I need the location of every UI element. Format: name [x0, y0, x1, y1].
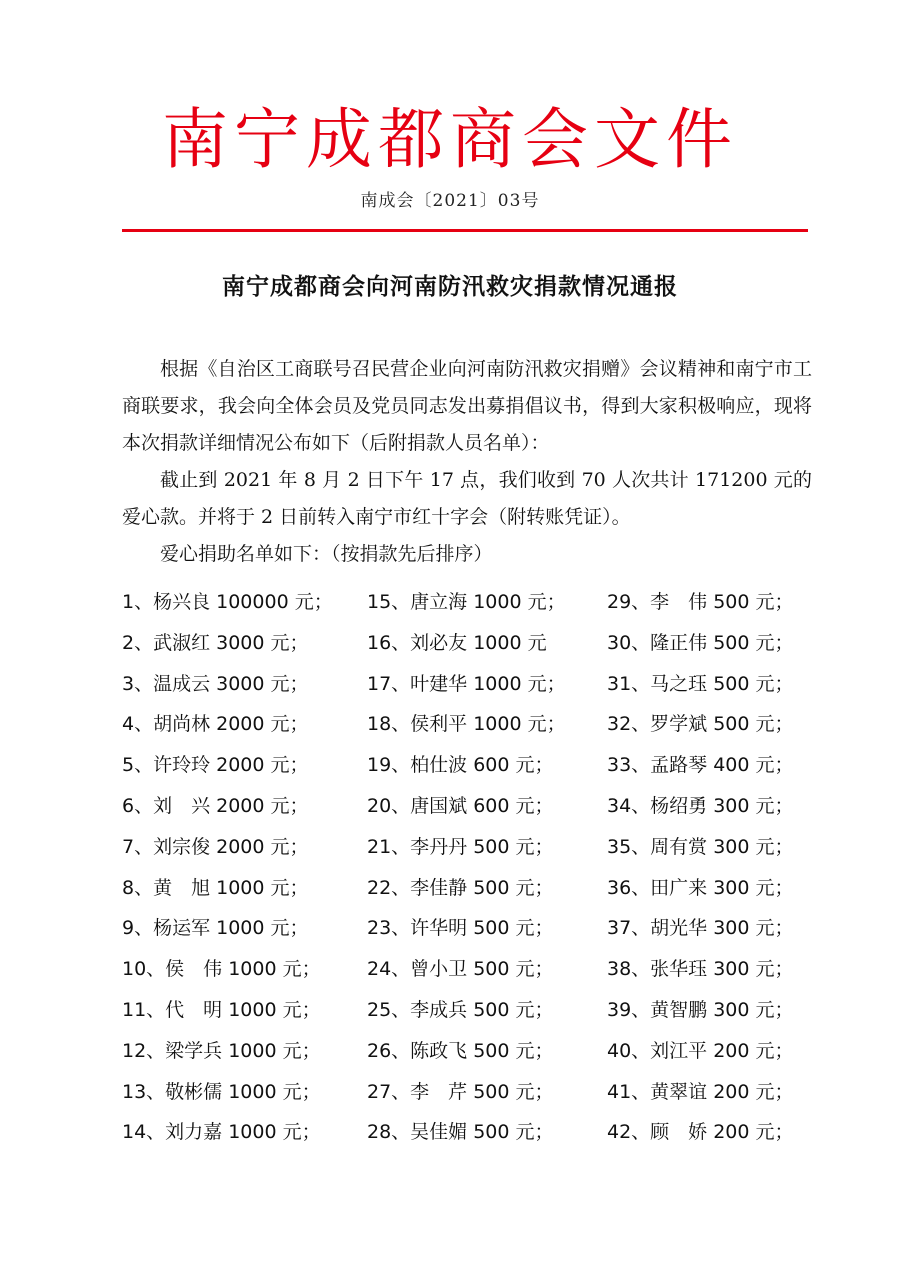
donor-entry: 21、李丹丹 500 元；: [367, 835, 554, 858]
donor-entry: 31、马之珏 500 元；: [607, 672, 794, 695]
donor-entry: 32、罗学斌 500 元；: [607, 713, 794, 736]
donor-entry: 8、黄 旭 1000 元；: [122, 876, 309, 899]
notice-title: 南宁成都商会向河南防汛救灾捐款情况通报: [222, 274, 678, 300]
org-file-title: 南宁成都商会文件: [162, 101, 738, 178]
donor-entry: 38、张华珏 300 元；: [607, 958, 794, 981]
donor-entry: 27、李 芹 500 元；: [367, 1080, 554, 1103]
donor-entry: 37、胡光华 300 元；: [607, 917, 794, 940]
donor-entry: 18、侯利平 1000 元；: [367, 713, 566, 736]
donor-entry: 4、胡尚林 2000 元；: [122, 713, 309, 736]
donor-entry: 10、侯 伟 1000 元；: [122, 958, 321, 981]
donor-entry: 33、孟路琴 400 元；: [607, 754, 794, 777]
donor-column-1: [122, 582, 333, 1153]
donor-entry: 30、隆正伟 500 元；: [607, 631, 794, 654]
donor-entry: 23、许华明 500 元；: [367, 917, 554, 940]
donor-entry: 15、唐立海 1000 元；: [367, 591, 566, 613]
donor-entry: 35、周有赏 300 元；: [607, 835, 794, 858]
donor-entry: 19、柏仕波 600 元；: [367, 754, 554, 777]
donor-entry: 6、刘 兴 2000 元；: [122, 794, 309, 817]
donor-list-intro: 爱心捐助名单如下：（按捐款先后排序）: [160, 543, 493, 565]
donor-entry: 40、刘江平 200 元；: [607, 1039, 794, 1062]
donor-column-2: [367, 582, 566, 1153]
donor-entry: 3、温成云 3000 元；: [122, 672, 309, 695]
donor-entry: 39、黄智鹏 300 元；: [607, 998, 794, 1021]
donor-entry: 14、刘力嘉 1000 元；: [122, 1121, 321, 1144]
red-divider: [122, 229, 808, 232]
donor-entry: 36、田广来 300 元；: [607, 876, 794, 899]
donor-entry: 5、许玲玲 2000 元；: [122, 754, 309, 777]
document-number: 南成会〔2021〕03号: [360, 191, 540, 211]
donor-entry: 1、杨兴良 100000 元；: [122, 591, 333, 613]
donor-entry: 16、刘必友 1000 元: [367, 631, 547, 654]
donor-entry: 42、顾 娇 200 元；: [607, 1121, 794, 1144]
donor-entry: 22、李佳静 500 元；: [367, 876, 554, 899]
donor-entry: 26、陈政飞 500 元；: [367, 1039, 554, 1062]
donor-entry: 13、敬彬儒 1000 元；: [122, 1080, 321, 1103]
donor-entry: 12、梁学兵 1000 元；: [122, 1039, 321, 1062]
donor-entry: 7、刘宗俊 2000 元；: [122, 835, 309, 858]
donor-entry: 34、杨绍勇 300 元；: [607, 794, 794, 817]
donor-entry: 24、曾小卫 500 元；: [367, 958, 554, 981]
paragraph-summary: 截止到 2021 年 8 月 2 日下午 17 点，我们收到 70 人次共计 171200 元的爱心款。并将于 2 日前转入南宁市红十字会（附转账凭证）。: [122, 469, 812, 528]
donor-entry: 9、杨运军 1000 元；: [122, 917, 309, 940]
paragraph-intro: 根据《自治区工商联号召民营企业向河南防汛救灾捐赠》会议精神和南宁市工商联要求，我会向全体会员及党员同志发出募捐倡议书，得到大家积极响应，现将本次捐款详细情况公布如下（后附捐款人员名单）：: [122, 358, 812, 454]
donor-entry: 29、李 伟 500 元；: [607, 591, 794, 613]
donor-entry: 2、武淑红 3000 元；: [122, 631, 309, 654]
donor-entry: 17、叶建华 1000 元；: [367, 672, 566, 695]
donor-entry: 20、唐国斌 600 元；: [367, 794, 554, 817]
donor-entry: 28、吴佳媚 500 元；: [367, 1121, 554, 1144]
donor-column-3: [607, 582, 794, 1153]
donor-entry: 11、代 明 1000 元；: [122, 998, 321, 1021]
donor-list: [122, 582, 822, 1162]
donor-entry: 25、李成兵 500 元；: [367, 998, 554, 1021]
donor-entry: 41、黄翠谊 200 元；: [607, 1080, 794, 1103]
